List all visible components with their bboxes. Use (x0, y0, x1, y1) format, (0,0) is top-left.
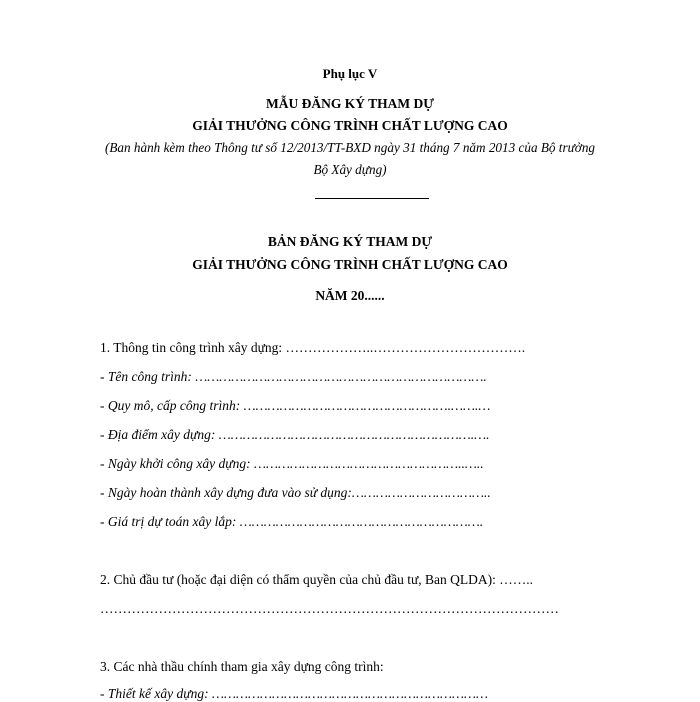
form-title-line1: MẪU ĐĂNG KÝ THAM DỰ (266, 96, 434, 111)
registration-year: NĂM 20...... (315, 288, 385, 303)
separator-rule (315, 198, 429, 199)
project-location-field: - Địa điểm xây dựng: ……………………………………………………….…. (100, 427, 490, 442)
issued-by-note-line1: (Ban hành kèm theo Thông tư số 12/2013/TT-BXD ngày 31 tháng 7 năm 2013 của Bộ trưởng (104, 140, 596, 155)
issued-by-note-line2: Bộ Xây dựng) (313, 162, 387, 177)
registration-title-line2: GIẢI THƯỞNG CÔNG TRÌNH CHẤT LƯỢNG CAO (192, 257, 508, 272)
design-contractor-field: - Thiết kế xây dựng: …………………………………………………………… (100, 686, 489, 701)
completion-date-field: - Ngày hoàn thành xây dựng đưa vào sử dụng:…………………………….. (100, 485, 491, 500)
registration-title-line1: BẢN ĐĂNG KÝ THAM DỰ (267, 234, 433, 249)
project-scale-field: - Quy mô, cấp công trình: …………………………………………….…….… (100, 398, 491, 413)
construction-start-date-field: - Ngày khởi công xây dựng: ……………………………………………..….. (100, 456, 484, 471)
estimated-cost-field: - Giá trị dự toán xây lắp: ……………………………………………………. (100, 514, 484, 529)
section2-continuation-line: ………………………………………………………………………………………… (100, 601, 559, 616)
section3-heading: 3. Các nhà thầu chính tham gia xây dựng công trình: (100, 659, 384, 674)
form-title-line2: GIẢI THƯỞNG CÔNG TRÌNH CHẤT LƯỢNG CAO (192, 118, 508, 133)
section1-heading: 1. Thông tin công trình xây dựng: ………………..……………………………. (100, 340, 526, 355)
section2-heading: 2. Chủ đầu tư (hoặc đại diện có thẩm quyền của chủ đầu tư, Ban QLDA): …….. (100, 572, 534, 587)
project-name-field: - Tên công trình: ………………………………………………………………. (100, 369, 487, 384)
appendix-label: Phụ lục V (322, 66, 378, 81)
